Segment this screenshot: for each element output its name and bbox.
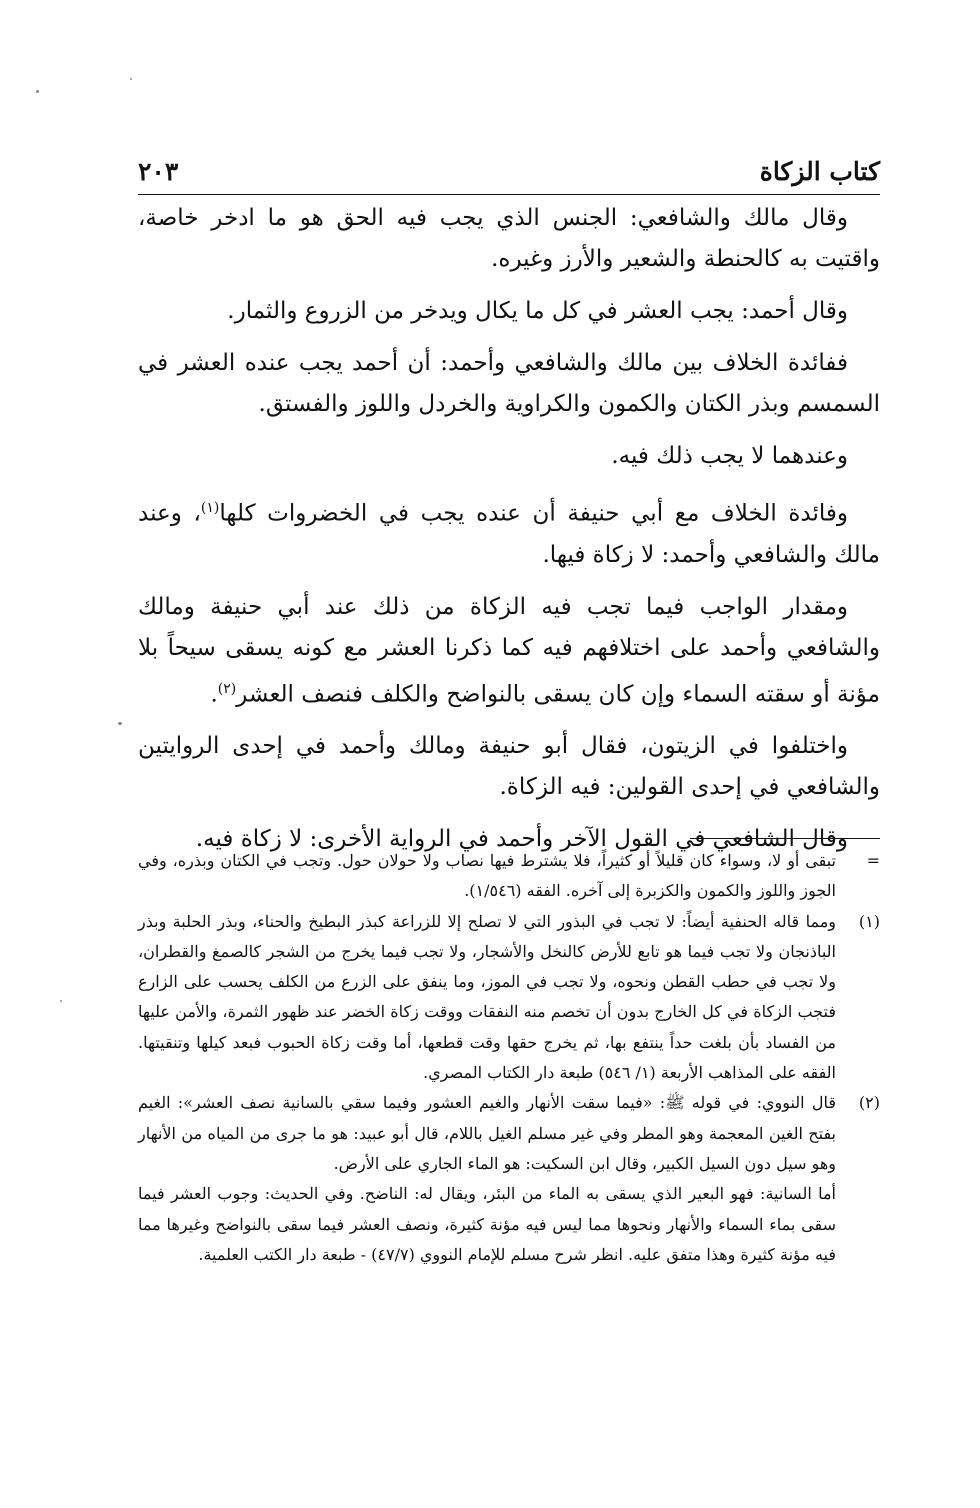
chapter-title: كتاب الزكاة [759,156,880,186]
paragraph: واختلفوا في الزيتون، فقال أبو حنيفة ومالك وأحمد في إحدى الروايتين والشافعي في إحدى القولين: فيه الزكاة. [138,733,880,801]
running-header [138,150,880,192]
paragraph: وعندهما لا يجب ذلك فيه. [611,443,848,469]
paragraph-text: . [210,681,218,708]
scan-speck [60,1000,62,1002]
header-rule [138,194,880,195]
paragraph [138,488,880,576]
footnote-text [138,907,836,1089]
paragraph-text: وفائدة الخلاف مع أبي حنيفة أن عنده يجب في الخضروات كلها [219,500,848,527]
footnote-mark: (١) [858,911,880,931]
scan-speck [130,78,132,80]
footnote-text [138,846,836,907]
page-number: ٢٠٣ [138,156,179,186]
paragraph: وقال الشافعي في القول الآخر وأحمد في الرواية الأخرى: لا زكاة فيه. [195,826,848,853]
footnote-continuation [138,846,880,907]
footnote-text [138,1088,836,1270]
footnote-line: ومما قاله الحنفية أيضاً: لا تجب في البذور التي لا تصلح إلا للزراعة كبذر البطيخ والحناء، وبذر الحلبة وبذر الباذنجان ولا تجب فيما هو تابع للأرض كالنخل والأشجار، ولا تجب فيما يخرج من الشجر كالصمغ والقطران، ولا تجب في حطب القطن ونحوه، ولا تجب في الموز، وما ينفق على الزرع من الكلف يحسب على الزارع فتجب الزكاة في كل الخارج بدون أن تخصم منه النفقات ووقت زكاة الخضر عند ظهور الثمرة، والأمن عليها من الفساد بأن بلغت حداً ينتفع بها، ثم يخرج حقها وقت قطعها، أما وقت زكاة الحبوب فبعد كيلها وتنقيتها. الفقه على المذاهب الأربعة (١/ ٥٤٦) طبعة دار الكتاب المصري. [138,911,836,1083]
footnote-1 [138,907,880,1089]
paragraph-text: ، وعند مالك والشافعي وأحمد: لا زكاة فيها. [138,500,880,568]
main-text [138,198,880,871]
footnote-line: قال النووي: في قوله ﷺ: «فيما سقت الأنهار والغيم العشور وفيما سقي بالسانية نصف العشر»: الغيم بفتح الغين المعجمة وهو المطر وفي غير مسلم الغيل باللام، قال أبو عبيد: هو ما جرى من المياه من الأنهار وهو سيل دون السيل الكبير، وقال ابن السكيت: هو الماء الجاري على الأرض. [138,1093,836,1173]
paragraph [138,587,880,716]
footnote-ref: (١) [200,500,220,516]
paragraph-text: ومقدار الواجب فيما تجب فيه الزكاة من ذلك عند أبي حنيفة ومالك والشافعي وأحمد على اختلافهم فيه كما ذكرنا العشر مع كونه يسقى سيحاً بلا مؤنة أو سقته السماء وإن كان يسقى بالنواضح والكلف فنصف العشر [138,593,880,708]
paragraph: ففائدة الخلاف بين مالك والشافعي وأحمد: أن أحمد يجب عنده العشر في السمسم وبذر الكتان والكمون والكراوية والخردل واللوز والفستق. [138,350,880,417]
footnote-mark: = [866,851,880,870]
paragraph: وقال مالك والشافعي: الجنس الذي يجب فيه الحق هو ما ادخر خاصة، واقتيت به كالحنطة والشعير والأرز وغيره. [138,205,880,272]
footnote-2 [138,1088,880,1270]
scan-speck [118,722,122,725]
footnote-line: أما السانية: فهو البعير الذي يسقى به الماء من البئر، ويقال له: الناضح. وفي الحديث: وجوب العشر فيما سقى بماء السماء والأنهار ونحوها مما ليس فيه مؤنة كثيرة، ونصف العشر فيما سقى بالنواضح وغيرها مما فيه مؤنة كثيرة وهذا متفق عليه. انظر شرح مسلم للإمام النووي (٤٧/٧) - طبعة دار الكتب العلمية. [138,1184,836,1264]
footnote-line: تبقى أو لا، وسواء كان قليلاً أو كثيراً، فلا يشترط فيها نصاب ولا حولان حول. وتجب في الكتان وبذره، وفي الجوز واللوز والكمون والكزبرة إلى آخره. الفقه (١/٥٤٦). [138,851,836,901]
footnote-mark: (٢) [858,1093,880,1113]
paragraph: وقال أحمد: يجب العشر في كل ما يكال ويدخر من الزروع والثمار. [227,298,848,324]
footnotes [138,846,880,1270]
footnote-separator [690,838,880,839]
footnote-ref: (٢) [217,680,237,697]
scan-speck [36,90,39,93]
